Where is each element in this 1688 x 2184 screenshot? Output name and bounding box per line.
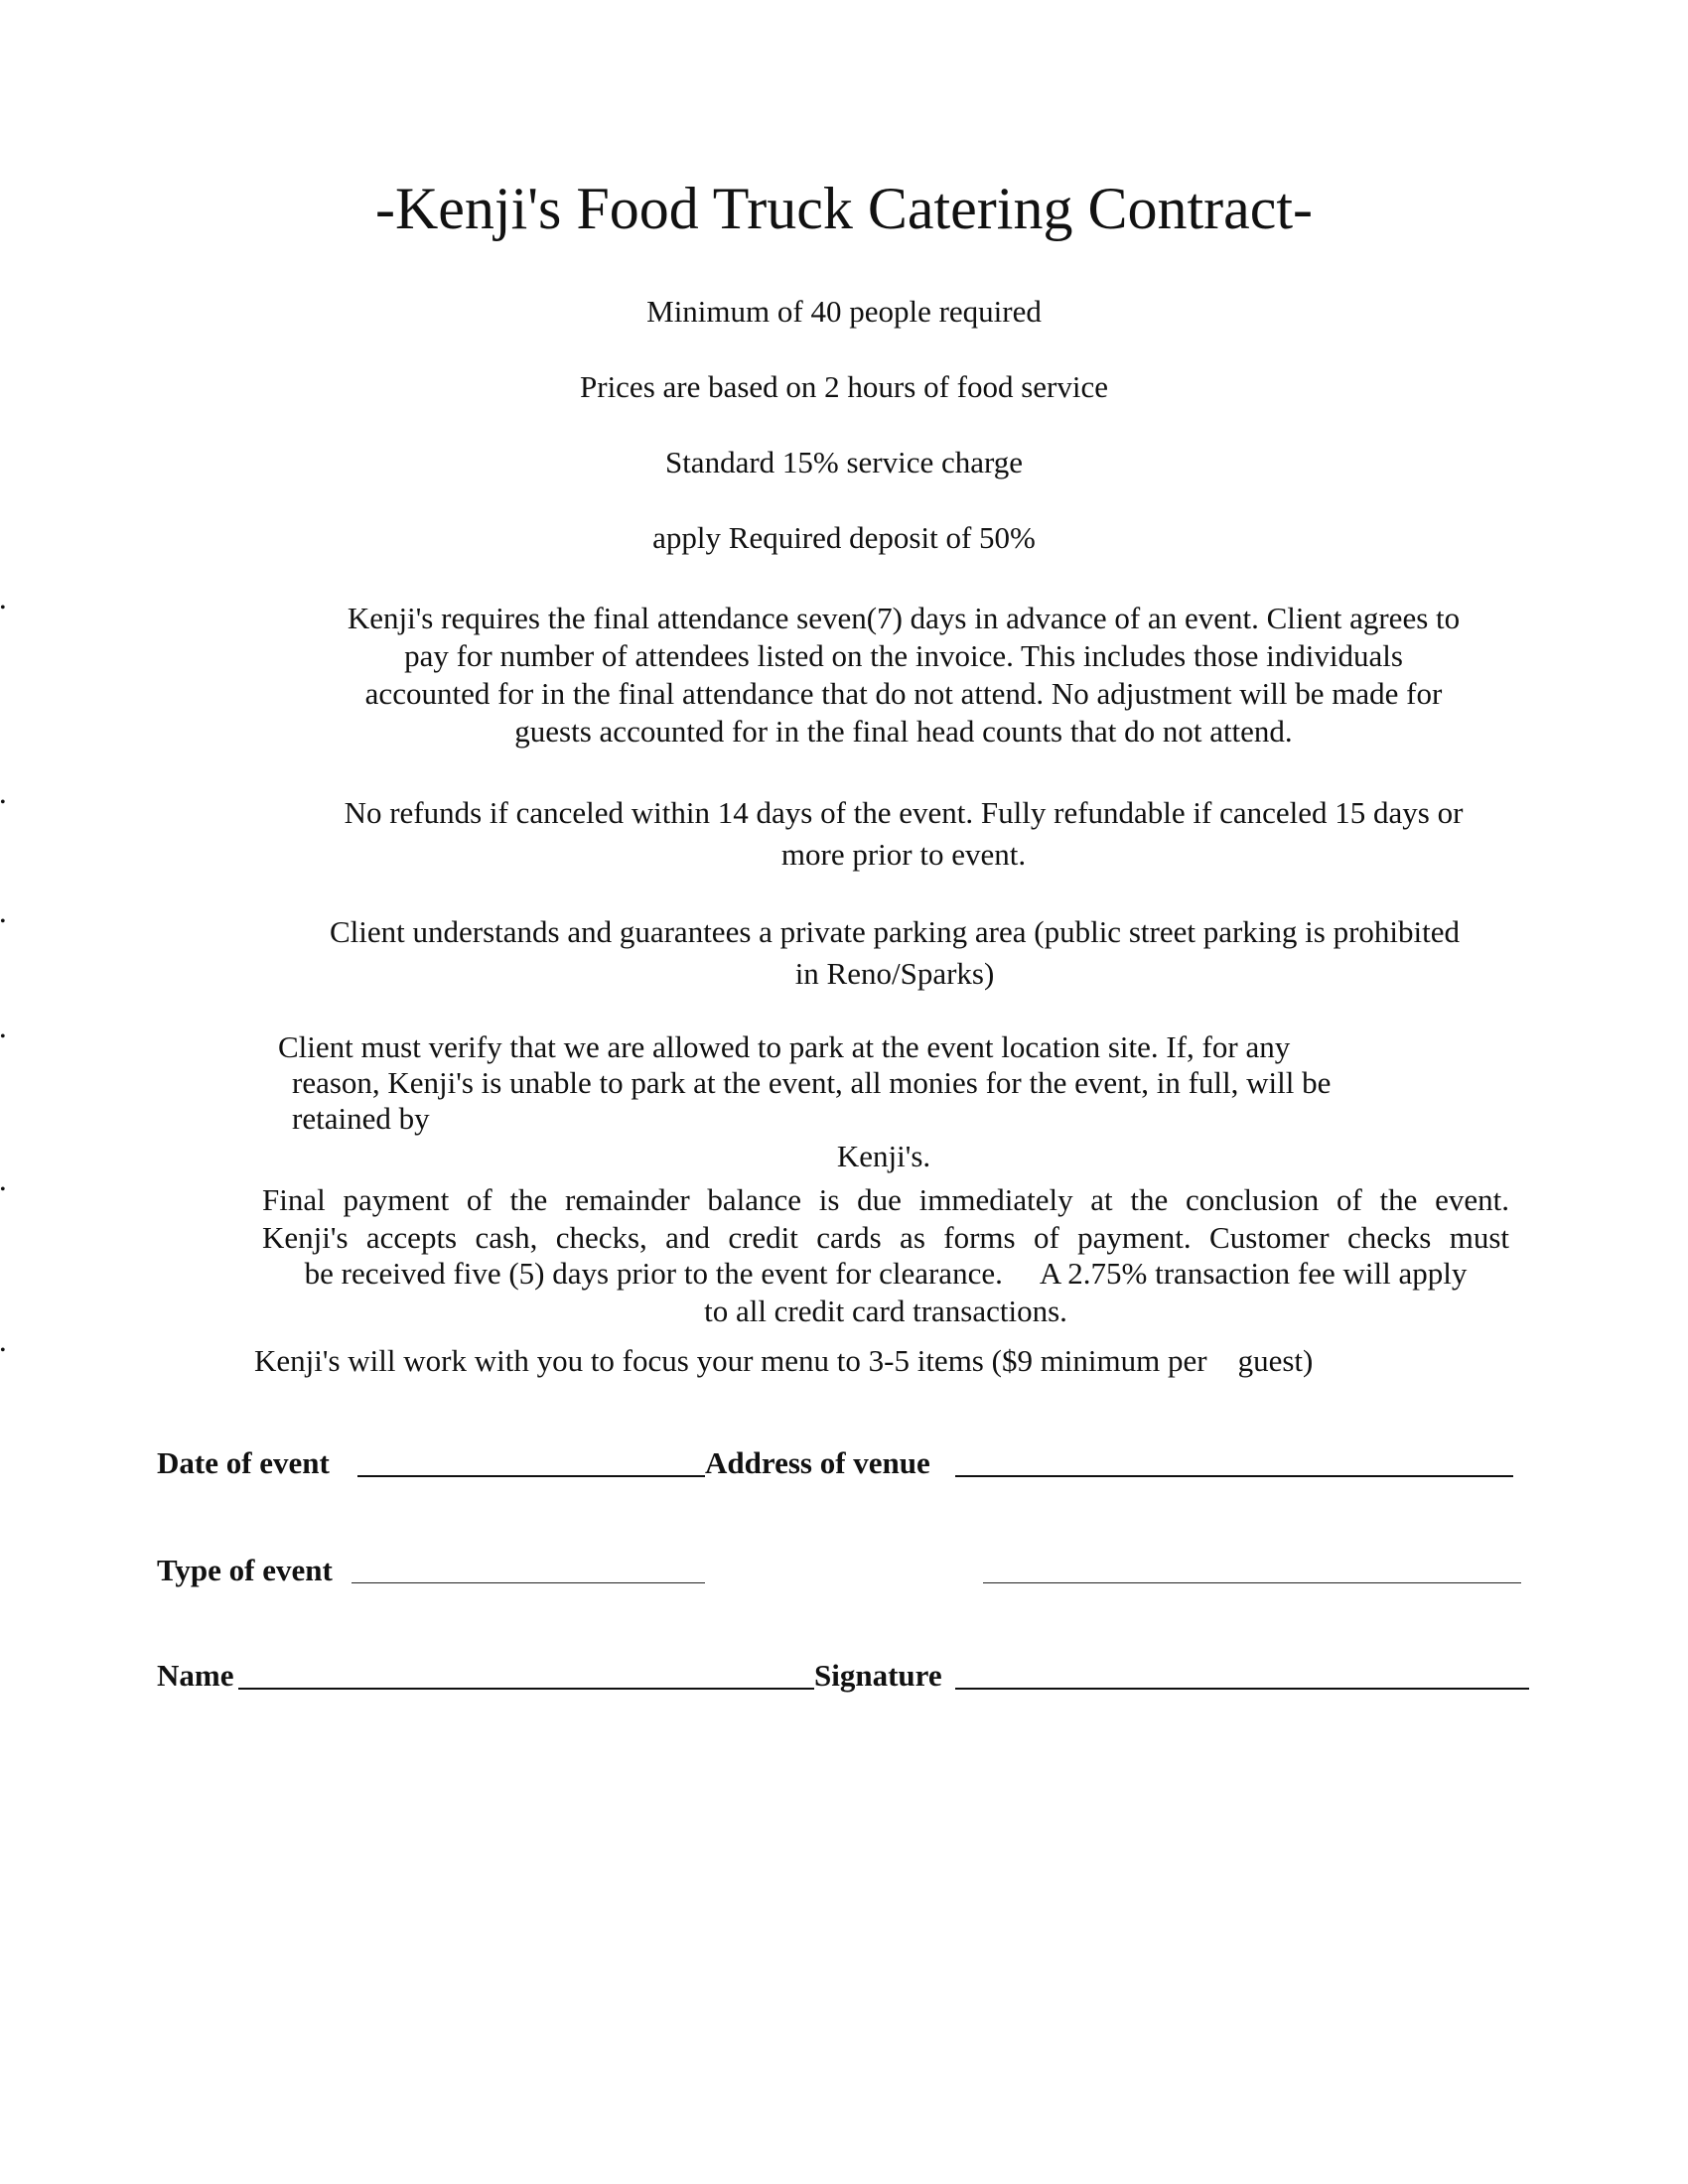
bullet-dot: • <box>0 1028 6 1045</box>
term-service-hours: Prices are based on 2 hours of food service <box>580 369 1108 404</box>
bullet-final-attendance <box>0 600 1688 749</box>
bullet-line: Client must verify that we are allowed to park at the event location site. If, for any <box>278 1029 1291 1064</box>
bullet-line: Kenji's requires the final attendance seven(7) days in advance of an event. Client agrees to <box>347 601 1461 635</box>
field-address-of-venue[interactable] <box>955 1475 1513 1477</box>
field-address-continued[interactable] <box>983 1582 1521 1583</box>
bullet-park-verification <box>0 1028 1688 1173</box>
bullet-menu-items <box>0 1342 1688 1378</box>
label-signature: Signature <box>814 1658 942 1693</box>
bullet-line: more prior to event. <box>780 837 1027 872</box>
bullet-line: be received five (5) days prior to the event for clearance. A 2.75% transaction fee will apply <box>304 1256 1468 1291</box>
bullet-line: No refunds if canceled within 14 days of the event. Fully refundable if canceled 15 days or <box>344 795 1464 830</box>
bullet-dot: • <box>0 913 6 930</box>
row-name-signature <box>157 1654 1547 1698</box>
bullet-line: Final payment of the remainder balance is due immediately at the conclusion of the event. <box>262 1182 1509 1217</box>
bullet-parking-area <box>0 913 1688 991</box>
term-deposit: apply Required deposit of 50% <box>652 520 1036 555</box>
field-signature[interactable] <box>955 1688 1529 1690</box>
bullet-line: guests accounted for in the final head counts that do not attend. <box>514 714 1293 749</box>
row-date-address <box>157 1441 1537 1485</box>
bullet-line: Kenji's. <box>836 1139 931 1173</box>
bullet-line: Kenji's accepts cash, checks, and credit cards as forms of payment. Customer checks must <box>262 1220 1509 1255</box>
bullet-refunds <box>0 794 1688 872</box>
field-type-of-event[interactable] <box>352 1582 705 1583</box>
bullet-dot: • <box>0 1342 6 1359</box>
bullet-line: Kenji's will work with you to focus your menu to 3-5 items ($9 minimum per guest) <box>254 1343 1314 1378</box>
label-type-of-event: Type of event <box>157 1553 333 1587</box>
field-name[interactable] <box>238 1688 814 1690</box>
contract-title: -Kenji's Food Truck Catering Contract- <box>374 176 1314 241</box>
bullet-line: pay for number of attendees listed on the invoice. This includes those individuals <box>404 638 1403 673</box>
label-date-of-event: Date of event <box>157 1445 330 1480</box>
bullet-line: retained by <box>292 1101 430 1136</box>
bullet-dot: • <box>0 1181 6 1198</box>
term-minimum-people: Minimum of 40 people required <box>646 294 1042 329</box>
bullet-line: Client understands and guarantees a private parking area (public street parking is prohibited <box>329 914 1460 949</box>
bullet-dot: • <box>0 794 6 811</box>
term-service-charge: Standard 15% service charge <box>664 445 1024 479</box>
bullet-dot: • <box>0 600 6 616</box>
bullet-line: to all credit card transactions. <box>704 1294 1067 1328</box>
label-address-of-venue: Address of venue <box>705 1445 930 1480</box>
bullet-final-payment <box>0 1181 1688 1328</box>
bullet-line: in Reno/Sparks) <box>794 956 995 991</box>
bullet-line: accounted for in the final attendance that do not attend. No adjustment will be made for <box>364 676 1443 711</box>
row-type-of-event <box>157 1549 1537 1592</box>
field-date-of-event[interactable] <box>357 1475 705 1477</box>
label-name: Name <box>157 1658 234 1693</box>
bullet-line: reason, Kenji's is unable to park at the event, all monies for the event, in full, will be <box>292 1065 1332 1100</box>
